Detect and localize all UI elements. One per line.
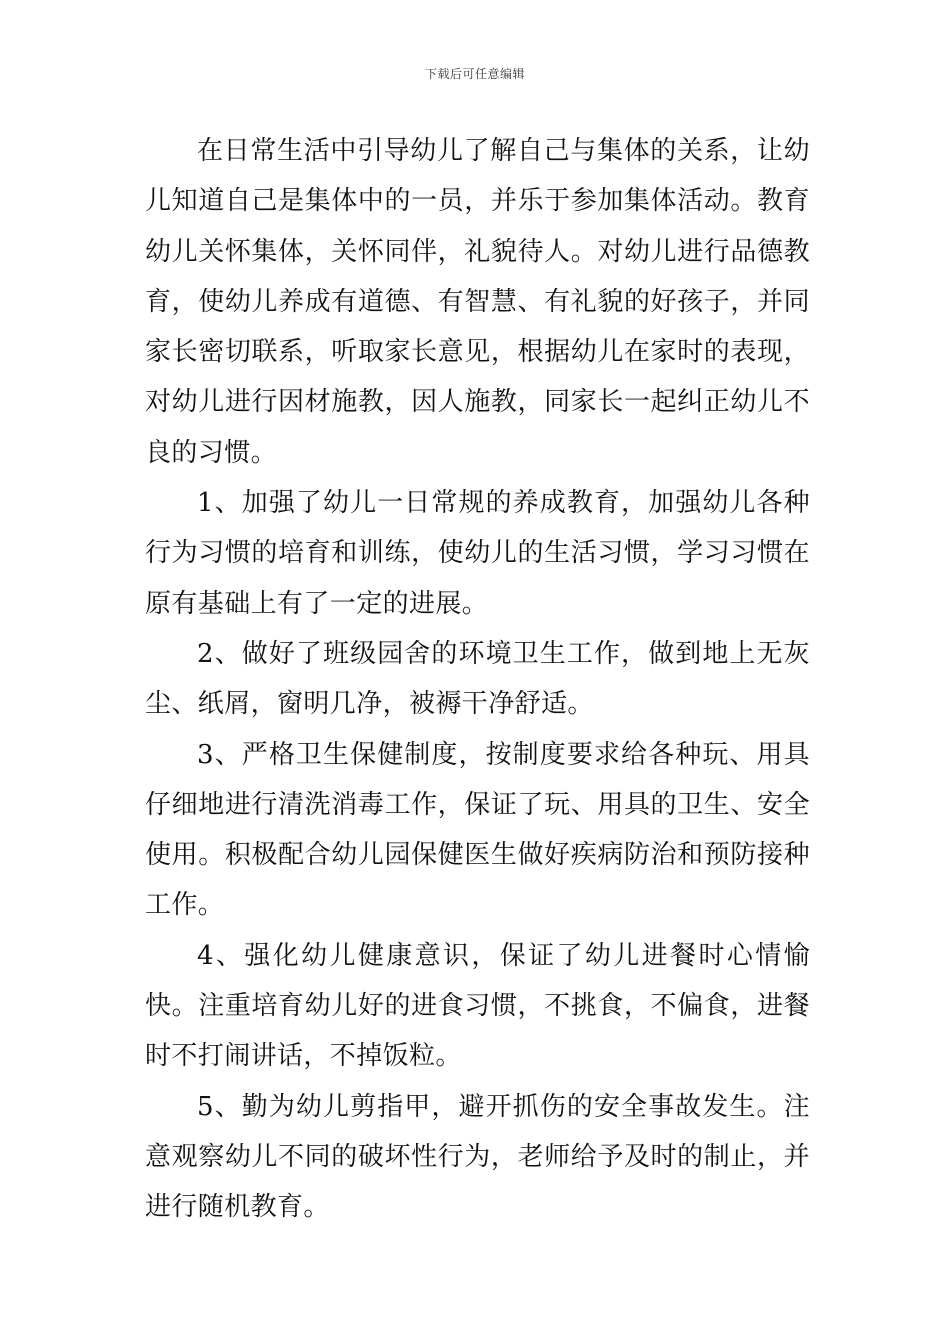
paragraph-item-1: 1、加强了幼儿一日常规的养成教育，加强幼儿各种行为习惯的培育和训练，使幼儿的生活习惯，学习习惯在原有基础上有了一定的进展。 xyxy=(145,488,810,619)
paragraph-item-3: 3、严格卫生保健制度，按制度要求给各种玩、用具仔细地进行清洗消毒工作，保证了玩、用具的卫生、安全使用。积极配合幼儿园保健医生做好疾病防治和预防接种工作。 xyxy=(145,739,810,921)
paragraph-item-4: 4、强化幼儿健康意识，保证了幼儿进餐时心情愉快。注重培育幼儿好的进食习惯，不挑食，不偏食，进餐时不打闹讲话，不掉饭粒。 xyxy=(145,940,810,1072)
page-header: 下载后可任意编辑 xyxy=(424,67,525,81)
paragraph-item-2: 2、做好了班级园舍的环境卫生工作，做到地上无灰尘、纸屑，窗明几净，被褥干净舒适。 xyxy=(145,638,810,720)
paragraph-intro: 在日常生活中引导幼儿了解自己与集体的关系，让幼儿知道自己是集体中的一员，并乐于参加集体活动。教育幼儿关怀集体，关怀同伴，礼貌待人。对幼儿进行品德教育，使幼儿养成有道德、有智慧、有礼貌的好孩子，并同家长密切联系，听取家长意见，根据幼儿在家时的表现，对幼儿进行因材施教，因人施教，同家长一起纠正幼儿不良的习惯。 xyxy=(145,136,810,468)
paragraph-item-5: 5、勤为幼儿剪指甲，避开抓伤的安全事故发生。注意观察幼儿不同的破坏性行为，老师给予及时的制止，并进行随机教育。 xyxy=(145,1091,810,1223)
document-body xyxy=(145,126,810,1233)
